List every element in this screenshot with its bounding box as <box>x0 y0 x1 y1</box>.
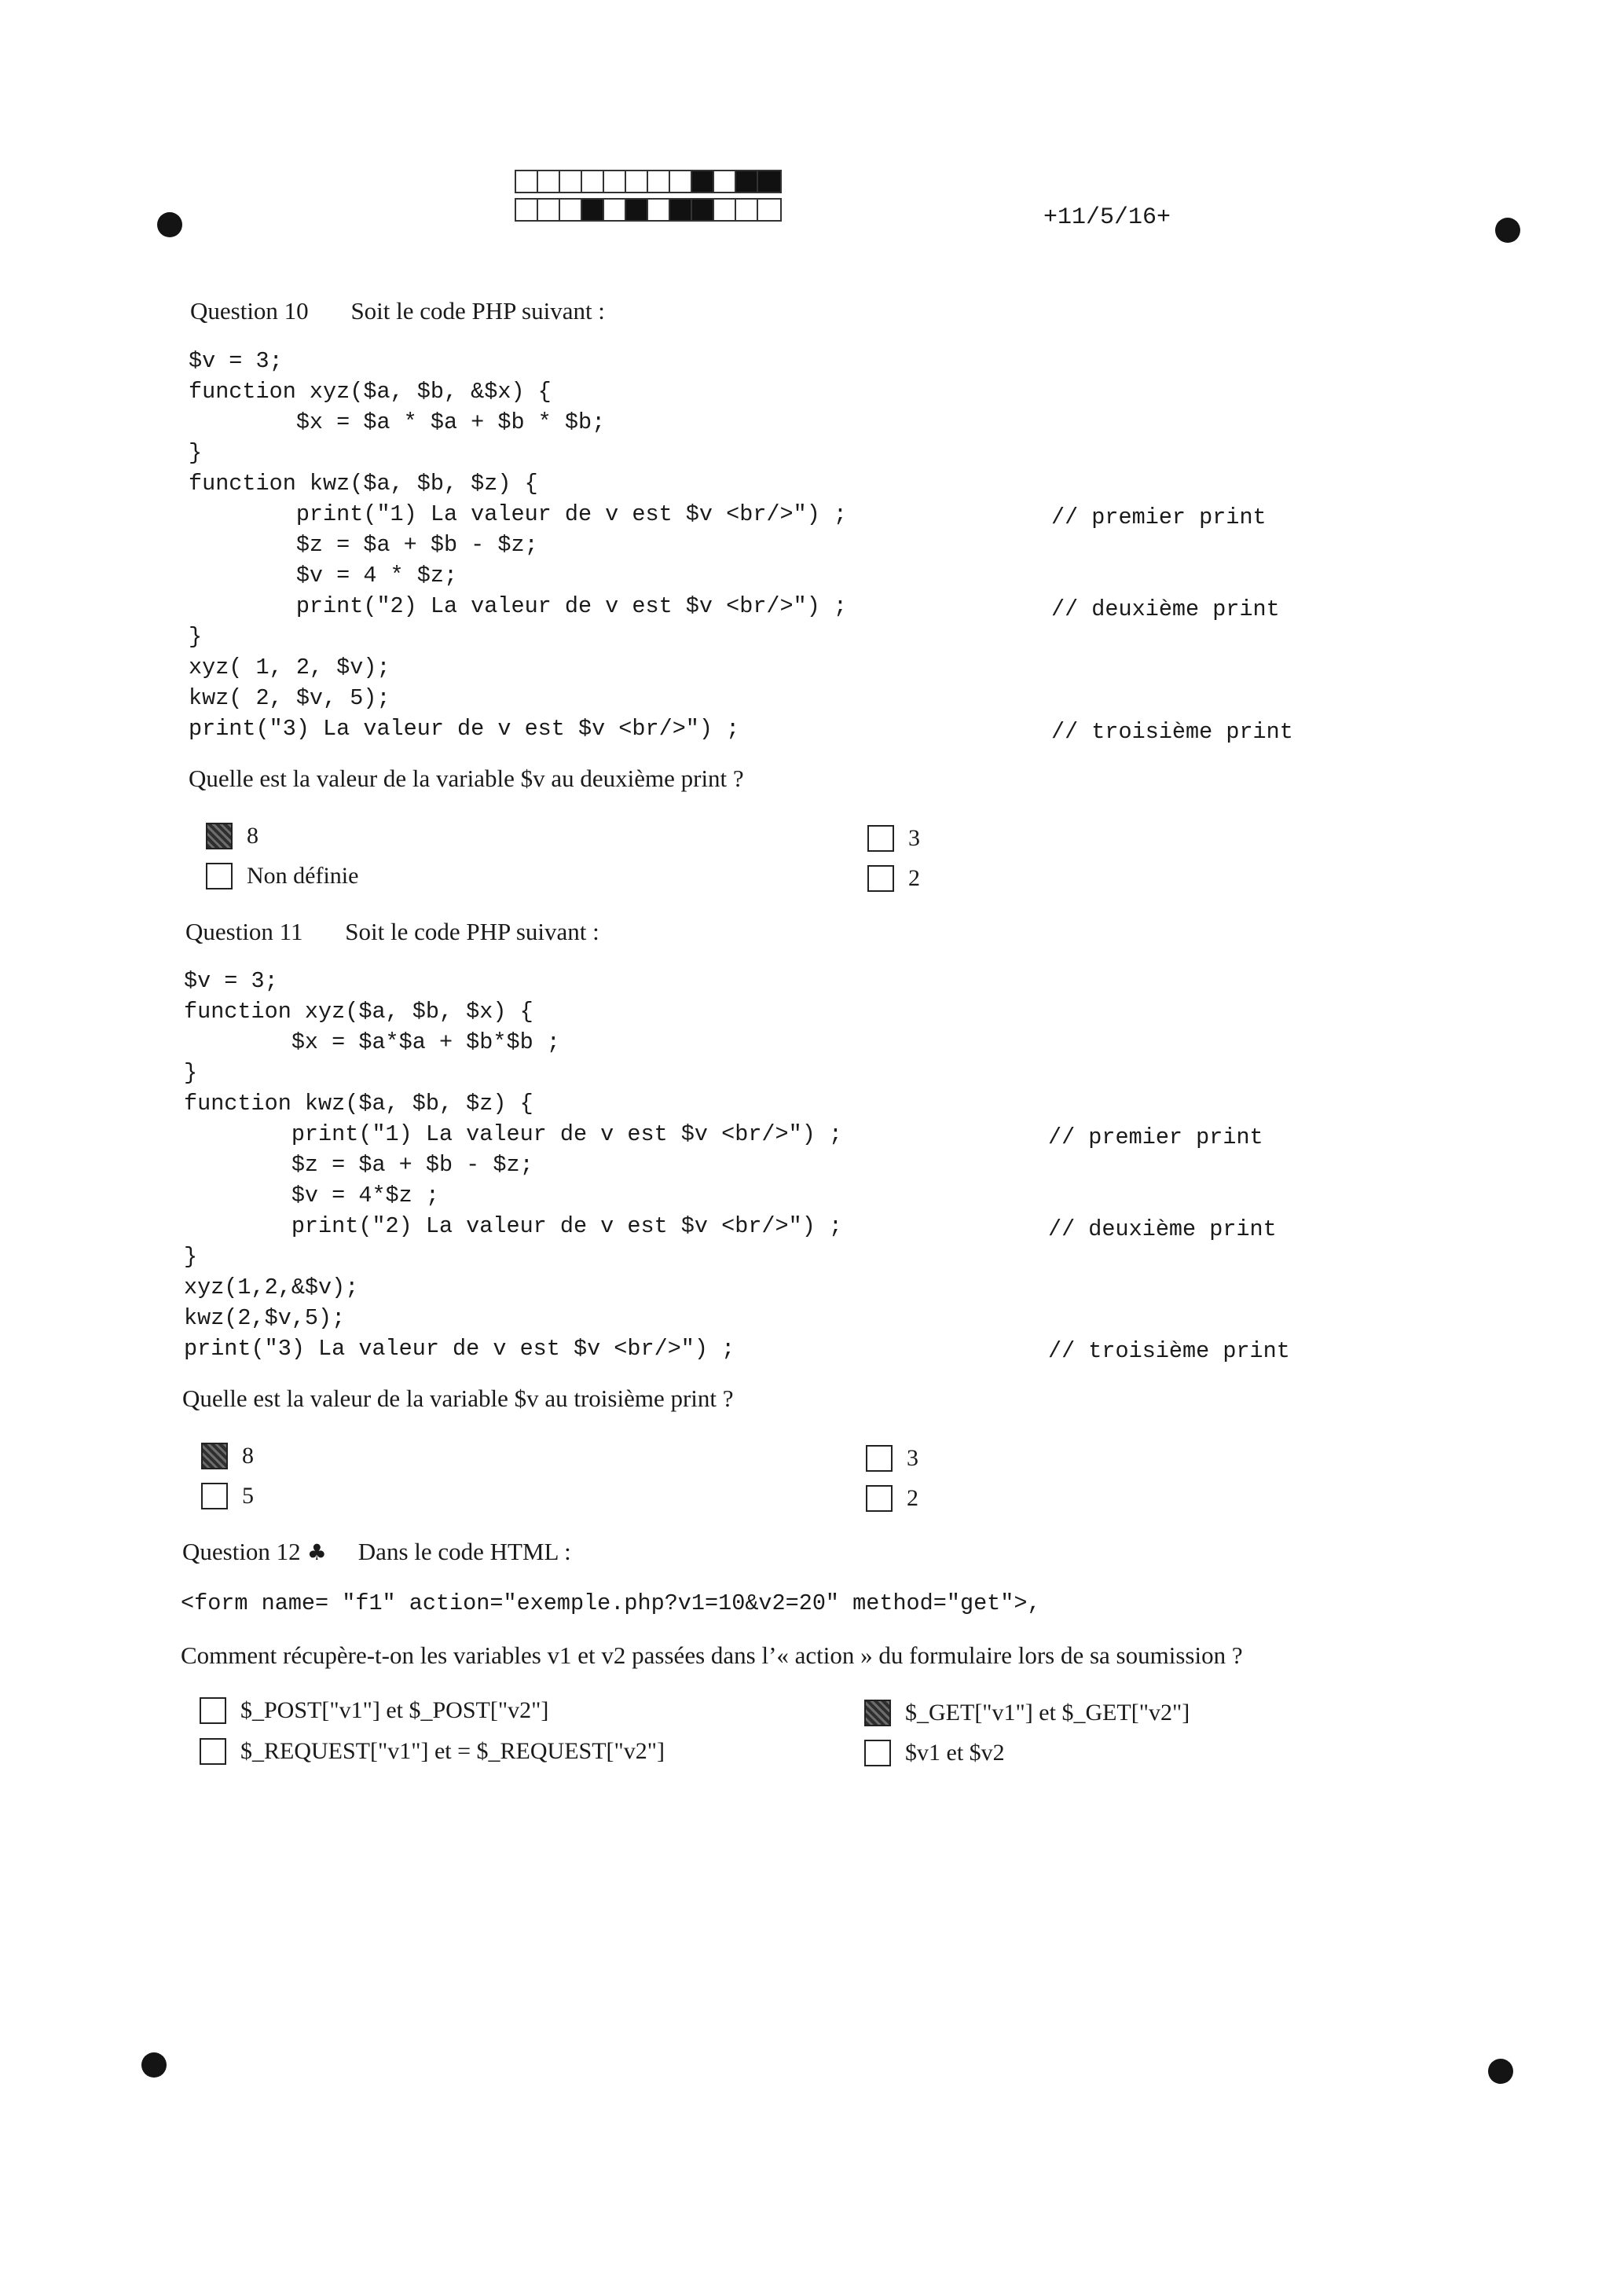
barcode-cell <box>736 171 758 192</box>
q11-checkbox-1[interactable] <box>201 1443 228 1469</box>
q12-choice-1-label: $_POST["v1"] et $_POST["v2"] <box>240 1697 549 1723</box>
question-12-intro: Dans le code HTML : <box>357 1538 571 1565</box>
q12-choice-3-label: $_GET["v1"] et $_GET["v2"] <box>905 1700 1190 1726</box>
question-11-code: $v = 3; function xyz($a, $b, $x) { $x = $a*$a + $b*$b ; } function kwz($a, $b, $z) { print("1) La valeur de v est $v <br/>") ; $z = $a + $b - $z; $v = 4*$z ; print("2) La valeur de v est $v <br/>") ; } xyz(1,2,&$v); kwz(2,$v,5); print("3) La valeur de v est $v <br/>") ; <box>184 968 843 1362</box>
q11-checkbox-3[interactable] <box>866 1445 893 1472</box>
q12-choice-4[interactable] <box>864 1740 1005 1766</box>
q11-choice-4-label: 2 <box>907 1485 918 1511</box>
question-10-number: Question 10 <box>190 297 309 325</box>
question-11-comment-2: // deuxième print <box>1048 1216 1277 1242</box>
registration-mark-bottom-left <box>141 2052 167 2078</box>
q11-choice-3[interactable] <box>866 1445 918 1472</box>
q10-checkbox-4[interactable] <box>867 865 894 892</box>
barcode-cell <box>670 171 692 192</box>
question-10-comment-2: // deuxième print <box>1051 596 1280 622</box>
question-10-comment-1: // premier print <box>1051 504 1267 530</box>
question-12-prompt: Comment récupère-t-on les variables v1 et v2 passées dans l’« action » du formulaire lors de sa soumission ? <box>181 1641 1243 1669</box>
barcode-cell <box>692 171 714 192</box>
q12-choice-3[interactable] <box>864 1700 1190 1726</box>
barcode-cell <box>560 200 582 220</box>
question-11-comment-3: // troisième print <box>1048 1338 1290 1364</box>
q12-choice-2[interactable] <box>200 1738 665 1765</box>
barcode-cell <box>692 200 714 220</box>
barcode-cell <box>582 171 604 192</box>
barcode-cell <box>516 171 538 192</box>
q12-choice-2-label: $_REQUEST["v1"] et = $_REQUEST["v2"] <box>240 1738 665 1764</box>
q12-choice-4-label: $v1 et $v2 <box>905 1740 1005 1766</box>
q10-checkbox-3[interactable] <box>867 825 894 852</box>
q12-checkbox-2[interactable] <box>200 1738 226 1765</box>
q10-choice-4-label: 2 <box>908 865 920 891</box>
question-11-header <box>185 918 599 946</box>
barcode-row-2 <box>515 198 782 222</box>
question-11-intro: Soit le code PHP suivant : <box>345 918 599 945</box>
q12-checkbox-4[interactable] <box>864 1740 891 1766</box>
registration-mark-top-left <box>157 212 182 237</box>
barcode-cell <box>670 200 692 220</box>
barcode-cell <box>538 200 560 220</box>
club-icon: ♣ <box>306 1539 327 1565</box>
registration-mark-bottom-right <box>1488 2059 1513 2084</box>
question-12-number: Question 12 <box>182 1538 301 1565</box>
q10-choice-1-label: 8 <box>247 823 258 849</box>
barcode-cell <box>736 200 758 220</box>
q11-choice-1[interactable] <box>201 1443 254 1469</box>
question-11-prompt: Quelle est la valeur de la variable $v au troisième print ? <box>182 1385 734 1412</box>
q11-choice-3-label: 3 <box>907 1445 918 1471</box>
q10-checkbox-1[interactable] <box>206 823 233 849</box>
question-10-header <box>190 297 605 325</box>
q10-checkbox-2[interactable] <box>206 863 233 889</box>
q10-choice-3-label: 3 <box>908 825 920 851</box>
barcode-cell <box>648 171 670 192</box>
question-12-header <box>182 1538 571 1566</box>
q10-choice-2-label: Non définie <box>247 863 359 889</box>
q10-choice-4[interactable] <box>867 865 920 892</box>
question-11-number: Question 11 <box>185 918 303 945</box>
barcode-row-1 <box>515 170 782 193</box>
q11-choice-2-label: 5 <box>242 1483 254 1509</box>
q12-checkbox-1[interactable] <box>200 1697 226 1724</box>
question-12-code: <form name= "f1" action="exemple.php?v1=10&v2=20" method="get">, <box>181 1590 1041 1616</box>
q11-checkbox-4[interactable] <box>866 1485 893 1512</box>
q11-choice-2[interactable] <box>201 1483 254 1509</box>
q10-choice-1[interactable] <box>206 823 258 849</box>
q11-choice-1-label: 8 <box>242 1443 254 1469</box>
barcode-cell <box>626 200 648 220</box>
question-10-prompt: Quelle est la valeur de la variable $v au deuxième print ? <box>189 765 744 792</box>
barcode-cell <box>604 200 626 220</box>
barcode-cell <box>560 171 582 192</box>
barcode-cell <box>582 200 604 220</box>
q10-choice-3[interactable] <box>867 825 920 852</box>
registration-mark-top-right <box>1495 218 1520 243</box>
question-10-intro: Soit le code PHP suivant : <box>350 297 605 325</box>
barcode-cell <box>538 171 560 192</box>
question-10-code: $v = 3; function xyz($a, $b, &$x) { $x = $a * $a + $b * $b; } function kwz($a, $b, $z) { print("1) La valeur de v est $v <br/>") ; $z = $a + $b - $z; $v = 4 * $z; print("2) La valeur de v est $v <br/>") ; } xyz( 1, 2, $v); kwz( 2, $v, 5); print("3) La valeur de v est $v <br/>") ; <box>189 348 848 742</box>
barcode-cell <box>714 200 736 220</box>
q12-choice-1[interactable] <box>200 1697 548 1724</box>
page-id: +11/5/16+ <box>1043 204 1171 231</box>
barcode-cell <box>758 200 780 220</box>
barcode-cell <box>758 171 780 192</box>
barcode-cell <box>626 171 648 192</box>
question-11-comment-1: // premier print <box>1048 1124 1263 1150</box>
barcode-cell <box>648 200 670 220</box>
q11-checkbox-2[interactable] <box>201 1483 228 1509</box>
barcode-cell <box>516 200 538 220</box>
barcode-cell <box>604 171 626 192</box>
q10-choice-2[interactable] <box>206 863 358 889</box>
barcode-cell <box>714 171 736 192</box>
question-10-comment-3: // troisième print <box>1051 719 1293 745</box>
q12-checkbox-3[interactable] <box>864 1700 891 1726</box>
q11-choice-4[interactable] <box>866 1485 918 1512</box>
